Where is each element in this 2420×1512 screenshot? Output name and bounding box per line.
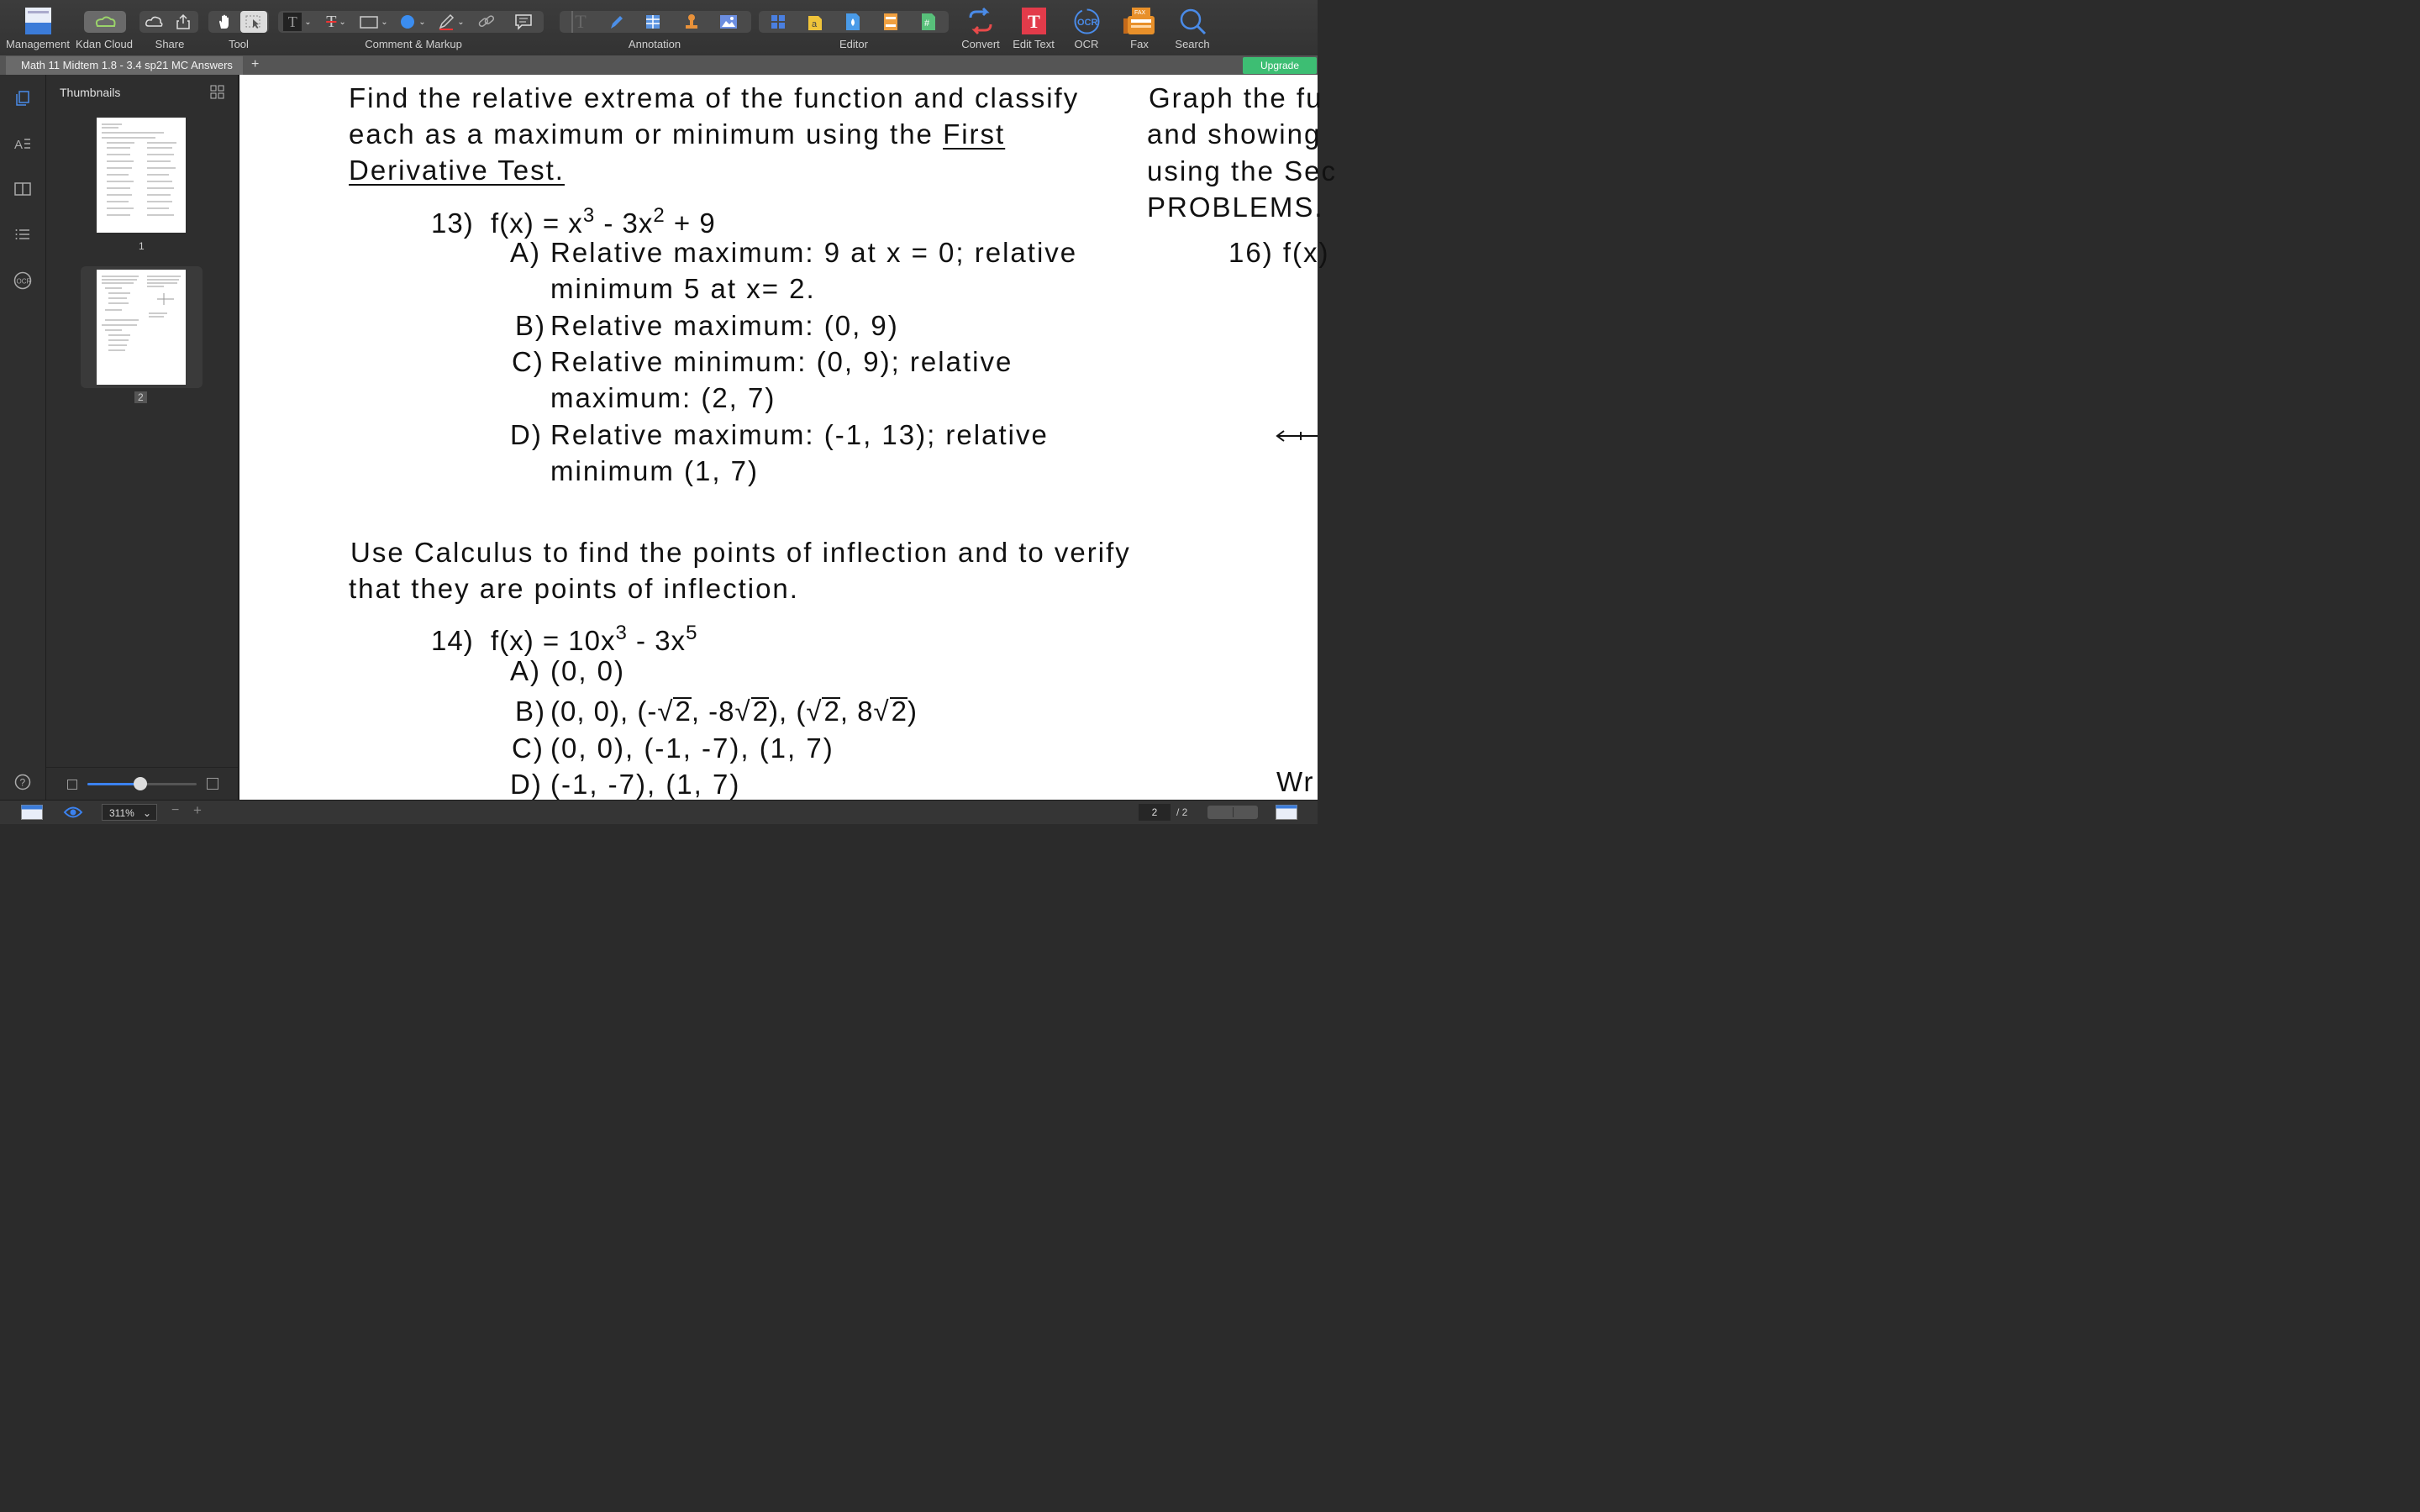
zoom-select[interactable] xyxy=(102,804,157,821)
main-toolbar xyxy=(0,0,1318,56)
outline-list-icon[interactable] xyxy=(13,224,33,244)
svg-text:OCR: OCR xyxy=(16,277,32,286)
document-viewport[interactable] xyxy=(239,75,1337,800)
q13-intro-line2: each as a maximum or minimum using the First xyxy=(349,118,1006,150)
management-label: Management xyxy=(6,38,70,50)
q13-option-d-label: D) xyxy=(510,419,543,450)
signature-pen-icon[interactable] xyxy=(602,11,630,33)
thumbnail-page-number: 1 xyxy=(139,240,145,252)
upgrade-button[interactable]: Upgrade xyxy=(1243,57,1317,74)
text-box-icon[interactable]: T ⌄ xyxy=(281,11,314,33)
page-layout-icon[interactable] xyxy=(1276,805,1297,824)
right-col-line3: using the Sec xyxy=(1147,155,1337,186)
thumbnail-page-number: 2 xyxy=(134,391,147,403)
q14-option-d: (-1, -7), (1, 7) xyxy=(550,769,741,800)
page-number-input[interactable]: 2 xyxy=(1139,804,1171,821)
q13-option-c-line2: maximum: (2, 7) xyxy=(550,382,776,413)
q13-option-d-line2: minimum (1, 7) xyxy=(550,455,760,486)
thumbnail-size-slider[interactable] xyxy=(87,783,197,785)
q14-option-c: (0, 0), (-1, -7), (1, 7) xyxy=(550,732,834,764)
svg-text:OCR: OCR xyxy=(1077,18,1098,28)
share-label: Share xyxy=(155,38,185,50)
eye-icon[interactable] xyxy=(64,806,82,823)
ocr-label: OCR xyxy=(1074,38,1099,50)
layout-view-icon[interactable] xyxy=(21,805,43,824)
edit-text-icon: T xyxy=(1022,8,1046,34)
right-col-bottom: Wr xyxy=(1276,766,1315,797)
table-icon[interactable] xyxy=(639,11,667,33)
convert-icon xyxy=(968,8,993,39)
page-grid-icon[interactable] xyxy=(764,11,792,33)
q16-function: 16) f(x) xyxy=(1228,237,1330,268)
stamp-icon[interactable] xyxy=(677,11,706,33)
right-col-line2: and showing xyxy=(1147,118,1322,150)
right-col-line4: PROBLEMS. xyxy=(1147,192,1324,223)
cloud-share-icon[interactable] xyxy=(139,11,168,33)
zoom-value: 311% xyxy=(109,807,134,819)
page-thumbnail[interactable] xyxy=(97,270,186,385)
graph-axis-arrow xyxy=(1276,428,1318,449)
svg-text:A: A xyxy=(14,138,24,152)
q13-option-c-label: C) xyxy=(512,346,544,377)
search-icon xyxy=(1179,8,1207,39)
page-navigation-control[interactable] xyxy=(1207,806,1258,819)
q14-option-a: (0, 0) xyxy=(550,655,626,686)
q14-option-d-label: D) xyxy=(510,769,543,800)
text-field-icon[interactable]: T xyxy=(565,11,593,33)
thumbnails-view-icon[interactable] xyxy=(13,88,33,108)
svg-text:?: ? xyxy=(19,776,26,789)
comment-markup-label: Comment & Markup xyxy=(365,38,462,50)
share-icon[interactable] xyxy=(169,11,197,33)
add-tab-button[interactable]: + xyxy=(251,57,260,71)
q14-option-a-label: A) xyxy=(510,655,541,686)
page-total: / 2 xyxy=(1176,806,1188,818)
q14-option-b-label: B) xyxy=(515,696,546,727)
editor-label: Editor xyxy=(839,38,868,50)
zoom-in-icon[interactable]: + xyxy=(193,802,202,818)
pen-icon[interactable]: ⌄ xyxy=(434,11,469,33)
document-tab[interactable]: Math 11 Midtem 1.8 - 3.4 sp21 MC Answers xyxy=(6,56,243,75)
bates-number-icon[interactable] xyxy=(914,11,943,33)
help-icon[interactable] xyxy=(13,772,33,792)
grid-view-icon[interactable] xyxy=(210,85,225,104)
search-label: Search xyxy=(1175,38,1210,50)
hand-tool-icon[interactable] xyxy=(210,11,239,33)
thumbnail-panel xyxy=(46,75,239,800)
kdan-cloud-label: Kdan Cloud xyxy=(76,38,133,50)
right-col-line1: Graph the fu xyxy=(1149,82,1323,113)
header-footer-icon[interactable] xyxy=(876,11,905,33)
q13-option-b-label: B) xyxy=(515,310,546,341)
watermark-icon[interactable] xyxy=(839,11,867,33)
q14-intro-line1: Use Calculus to find the points of inflection and to verify xyxy=(350,537,1131,568)
management-icon xyxy=(25,8,51,34)
q14-intro-line2: that they are points of inflection. xyxy=(349,573,799,604)
ocr-icon xyxy=(1073,8,1101,39)
svg-text:a: a xyxy=(812,19,818,29)
tab-bar xyxy=(0,55,1318,76)
zoom-out-icon[interactable]: − xyxy=(171,803,180,817)
document-a-icon[interactable] xyxy=(801,11,829,33)
text-strike-icon[interactable]: T ⌄ xyxy=(326,12,346,31)
q14-option-b: (0, 0), (-√2, -8√2), (√2, 8√2) xyxy=(550,696,918,727)
link-icon[interactable] xyxy=(472,11,501,33)
convert-label: Convert xyxy=(961,38,1000,50)
q13-intro-line3: Derivative Test. xyxy=(349,155,565,186)
tool-label: Tool xyxy=(229,38,249,50)
select-tool-icon[interactable] xyxy=(240,11,267,33)
page-thumbnail[interactable] xyxy=(97,118,186,233)
panel-title: Thumbnails xyxy=(60,86,121,99)
small-thumbnail-icon[interactable] xyxy=(67,780,77,790)
ocr-sidebar-icon[interactable] xyxy=(13,270,33,291)
highlight-circle-icon[interactable]: ⌄ xyxy=(395,11,430,33)
q14-option-c-label: C) xyxy=(512,732,544,764)
status-bar xyxy=(0,800,1318,824)
q13-option-c-line1: Relative minimum: (0, 9); relative xyxy=(550,346,1013,377)
slider-thumb[interactable] xyxy=(134,777,147,790)
q13-option-b: Relative maximum: (0, 9) xyxy=(550,310,899,341)
fax-icon xyxy=(1123,7,1157,40)
left-rail xyxy=(0,75,46,800)
q13-option-a-label: A) xyxy=(510,237,541,268)
text-outline-icon[interactable] xyxy=(13,134,33,154)
comment-icon[interactable] xyxy=(509,11,538,33)
edit-text-label: Edit Text xyxy=(1013,38,1055,50)
svg-text:FAX: FAX xyxy=(1134,10,1146,16)
chevron-down-icon: ⌄ xyxy=(142,807,151,819)
q13-option-a-line1: Relative maximum: 9 at x = 0; relative xyxy=(550,237,1078,268)
rectangle-shape-icon[interactable]: ⌄ xyxy=(356,11,392,33)
annotation-label: Annotation xyxy=(628,38,681,50)
q13-option-d-line1: Relative maximum: (-1, 13); relative xyxy=(550,419,1049,450)
kdan-cloud-icon xyxy=(84,11,126,33)
svg-text:#: # xyxy=(924,18,930,29)
thumbnail-size-control xyxy=(46,767,238,801)
large-thumbnail-icon[interactable] xyxy=(207,778,218,790)
q13-function: 13) $f(x) = x^3 - 3x^2 + 9$ xyxy=(431,204,716,239)
image-icon[interactable] xyxy=(714,11,743,33)
q13-option-a-line2: minimum 5 at x= 2. xyxy=(550,273,816,304)
q14-function: 14) $f(x) = 10x^3 - 3x^5$ xyxy=(431,622,698,656)
book-view-icon[interactable] xyxy=(13,179,33,199)
q13-intro-line1: Find the relative extrema of the function and classify xyxy=(349,82,1080,113)
fax-label: Fax xyxy=(1130,38,1149,50)
